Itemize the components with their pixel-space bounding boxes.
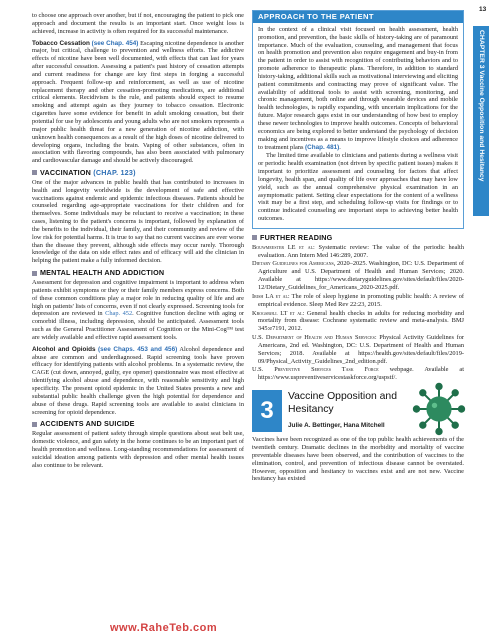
tobacco-lead: Tobacco Cessation [32, 39, 90, 47]
tobacco-text: Escaping nicotine dependence is another major, but critical, challenge to prevention and wellness efforts. The addictive effects of nicotine have been well documented, with effects that can last for years after successful cessation. Assessing a patient's past history of cessation attempts and current readiness for change are key first steps in forging a successful approach. Frequent follow-up and reinforcement, as well as use of nicotine replacement therapy and other cessation-promoting medications, are additional critical elements. Recidivism is the rule, and patients should expect to resume smoking and attempt again as they journey to tobacco cessation. Electronic cigarettes have some evidence for benefit in adult smoking cessation, but their potential for use by adolescents and young adults who are not smokers represents a major public health threat for a new generation of nicotine addiction, with unknown health consequences as a result of the high doses of nicotine delivered to developing organs, including the brain. Vaping of other substances, often in association with flavoring compounds, has also been associated with pulmonary and cardiovascular damage and should be actively discouraged. [32, 39, 244, 165]
approach-text-1: In the context of a clinical visit focused on health assessment, health promotion, and prevention, the basic skills of history-taking are of paramount importance. Much of the evaluation, counseling, and management that focus on health promotion and prevention also require engagement and buy-in from the patient in order to assist with recognition of contributing behaviors and to promote adherence to therapeutic plans. Therefore, in addition to standard history-taking, additional skills such as motivational interviewing and eliciting patient commitments and contracting may prove of significant value. The availability of additional tools to assist with screening, monitoring, and chronic management, both online and through wearable devices and mobile health technologies, is rapidly expanding, with uncertain implications for the future. Major research gaps exist in our understanding of how best to employ these newer technologies to improve health outcomes. Concepts of behavioral economics are being explored to better understand the psychology of decision making and incentives as a means to improve lifestyle choices and adherence to treatment plans [258, 25, 458, 151]
page-number: 13 [479, 6, 487, 13]
reference-text: Physical Activity Guidelines for Americans, 2nd ed. Washington, DC: U.S. Department of Health and Human Services; 2018. Available at https://health.gov/sites/default/files/2019-09/Physical_Activity_Guidelines_2nd_edition.pdf. [258, 334, 464, 365]
reference-text: Systematic review: The value of the periodic health evaluation. Ann Intern Med 146:289, 2007. [258, 243, 464, 259]
further-reading-heading [252, 234, 464, 242]
right-column [252, 12, 464, 484]
reference-author: Bouwmeester LE et al: [252, 243, 315, 251]
reference-item [252, 260, 464, 291]
reference-author: Dietary Guidelines for Americans, [252, 260, 336, 268]
reference-text: webpage. Available at https://www.uspreventiveservicestaskforce.org/uspstf/. [258, 366, 464, 382]
vaccination-heading-text: VACCINATION [40, 168, 92, 178]
reference-author: U.S. Preventive Services Task Force [252, 366, 379, 374]
mental-health-text: Assessment for depression and cognitive impairment is important to address when patients exhibit symptoms or they or their family members express concerns. Both of these common conditions play a major role in reducing quality of life and are high on patients' lists of concerns, even if not clearly expressed. Screening tools for depression are reviewed in [32, 279, 244, 318]
approach-box [252, 10, 464, 229]
approach-paragraph-2: The limited time available to clinicians and patients during a wellness visit or periodic health examination (not driven by specific patient issues) makes it important to prioritize assessment and counseling for factors that affect longevity, health span, and quality of life over approaches that may have low yield, such as the annual comprehensive physical examination in an asymptomatic patient. Setting clear expectations for the content of a wellness visit may be a first step, and scheduling follow-up visits for findings or to continue indicated counseling are important steps to achieving better health outcomes. [258, 152, 458, 223]
approach-xref-link[interactable]: (Chap. 481) [305, 143, 340, 151]
tobacco-paragraph [32, 40, 244, 166]
reference-author: Krogsbøll LT et al: [252, 309, 305, 317]
virus-icon [412, 382, 466, 436]
vaccination-xref-link[interactable]: (CHAP. 123) [93, 168, 136, 178]
reference-item [252, 293, 464, 309]
reference-text: General health checks in adults for reducing morbidity and mortality from disease: Cochrane systematic review and meta-analysis. BMJ 345:e7191, 2012. [258, 309, 464, 333]
chapter-side-tab [473, 26, 489, 216]
approach-paragraph-1: In the context of a clinical visit focused on health assessment, health promotion, and prevention, the basic skills of history-taking are of paramount importance. Much of the evaluation, counseling, and management that focus on health promotion and prevention also require engagement and buy-in from the patient in order to assist with recognition of contributing behaviors and to promote adherence to therapeutic plans. Therefore, in addition to standard history-taking, additional skills such as motivational interviewing and eliciting patient commitments and contracting may prove of significant value. The availability of additional tools to assist with screening, monitoring, and chronic management, both online and through wearable devices and mobile health technologies, is rapidly expanding, with uncertain implications for the future. Major research gaps exist in our understanding of how best to employ these newer technologies to improve health outcomes. Concepts of behavioral economics are being explored to better understand the psychology of decision making and incentives as a means to improve lifestyle choices and adherence to treatment plans (Chap. 481). [258, 25, 458, 151]
square-bullet-icon [32, 422, 37, 427]
left-column [32, 12, 244, 470]
watermark: www.RaheTeb.com [110, 622, 218, 634]
alcohol-xref-link[interactable]: (see Chaps. 453 and 456) [98, 345, 178, 353]
reference-list [252, 244, 464, 382]
accidents-heading-text: ACCIDENTS AND SUICIDE [40, 419, 135, 429]
further-reading-heading-text: FURTHER READING [260, 232, 333, 242]
square-bullet-icon [32, 271, 37, 276]
mental-health-text-2: . Cognitive function decline with aging or comorbid illness, including depression, should be anticipated. Assessment tools such as the General Practitioner Assessment of Cognition or the Mini-Cog™ test are widely available and effective rapid assessment tools. [32, 310, 244, 341]
alcohol-text: Alcohol dependence and abuse are common and underdiagnosed. Rapid screening tools have proven efficacy for identifying patients with alcohol problems. In a systematic review, the CAGE (cut down, annoyed, guilty, eye opener) questionnaire was most effective at identifying alcohol abuse and dependence, with reasonable sensitivity and high specificity. The present opioid epidemic in the United States presents a new and substantial public health challenge given the high potential for dependence and abuse of these drugs. Rapid screening tools are available to assist clinicians in screening for opioid dependence. [32, 345, 244, 416]
vaccination-heading [32, 169, 244, 177]
mental-health-paragraph [32, 279, 244, 342]
accidents-heading [32, 420, 244, 428]
side-tab-label: CHAPTER 3 Vaccine Opposition and Hesitancy [478, 30, 485, 182]
tobacco-xref-link[interactable]: (see Chap. 454) [91, 39, 139, 47]
reference-item [252, 366, 464, 382]
chapter-authors: Julie A. Bettinger, Hana Mitchell [288, 422, 385, 430]
reference-text: 2020–2025. Washington, DC: U.S. Department of Agriculture and U.S. Department of Health and Human Services; 2020. Available at https://www.dietaryguidelines.gov/sites/default/files/2020-12/Dietary_Guidelines_for_Americans_2020-2025.pdf. [258, 260, 464, 291]
square-bullet-icon [252, 235, 257, 240]
square-bullet-icon [32, 170, 37, 175]
chapter-number: 3 [252, 390, 282, 432]
reference-author: U.S. Department of Health and Human Services: [252, 334, 377, 342]
mental-health-xref-link[interactable]: Chap. 452 [105, 310, 133, 318]
reference-item [252, 334, 464, 365]
reference-item [252, 244, 464, 260]
reference-text: The role of sleep hygiene in promoting public health: A review of empirical evidence. Sleep Med Rev 22:23, 2015. [258, 292, 464, 308]
vaccination-paragraph: One of the major advances in public health that has contributed to increases in health and longevity worldwide is the development of safe and effective vaccinations against endemic and epidemic infectious diseases. Patients should be counseled regarding age-appropriate vaccinations for their children and for themselves. Some individuals may be reluctant to receive a vaccination; in these cases, listening to the patient's concerns is important, followed by explanation of the benefits to the individual, their family, and their community and review of the low risk for potential harms. It is true to say that no current vaccines are ever worse than the disease they prevent, although side effects may occur rarely. Thorough knowledge of the data on side effect rates and of efficacy will aid the clinician in helping the patient make a fully informed decision. [32, 178, 244, 265]
alcohol-lead: Alcohol and Opioids [32, 345, 96, 353]
mental-health-heading-text: MENTAL HEALTH AND ADDICTION [40, 268, 165, 278]
intro-paragraph: to choose one approach over another, but if not, encouraging the patient to pick one approach and document the results is an important start. Once weight loss is achieved, increase in activity is often required for its successful maintenance. [32, 12, 244, 35]
approach-box-title: APPROACH TO THE PATIENT [253, 11, 463, 23]
alcohol-paragraph [32, 346, 244, 417]
chapter-title: Vaccine Opposition and Hesitancy [288, 391, 397, 415]
accidents-paragraph: Regular assessment of patient safety through simple questions about seat belt use, domestic violence, and gun safety in the home continues to be an important part of health promotion and wellness. Long-standing recommendations for assessment of suicidal ideation among patients with depression and other mental health issues also continue to be relevant. [32, 430, 244, 469]
mental-health-heading [32, 269, 244, 277]
chapter-header [252, 390, 464, 436]
chapter-intro-paragraph: Vaccines have been recognized as one of the top public health achievements of the twentieth century. Dramatic declines in the morbidity and mortality of vaccine preventable diseases have been observed, and the contribution of vaccines to the elimination, control, and prevention of infectious disease cannot be overstated. However, opposition and hesitancy to vaccines exist and are not new. Vaccine hesitancy has existed [252, 436, 464, 483]
reference-item [252, 310, 464, 334]
reference-author: Irish LA et al: [252, 292, 290, 300]
